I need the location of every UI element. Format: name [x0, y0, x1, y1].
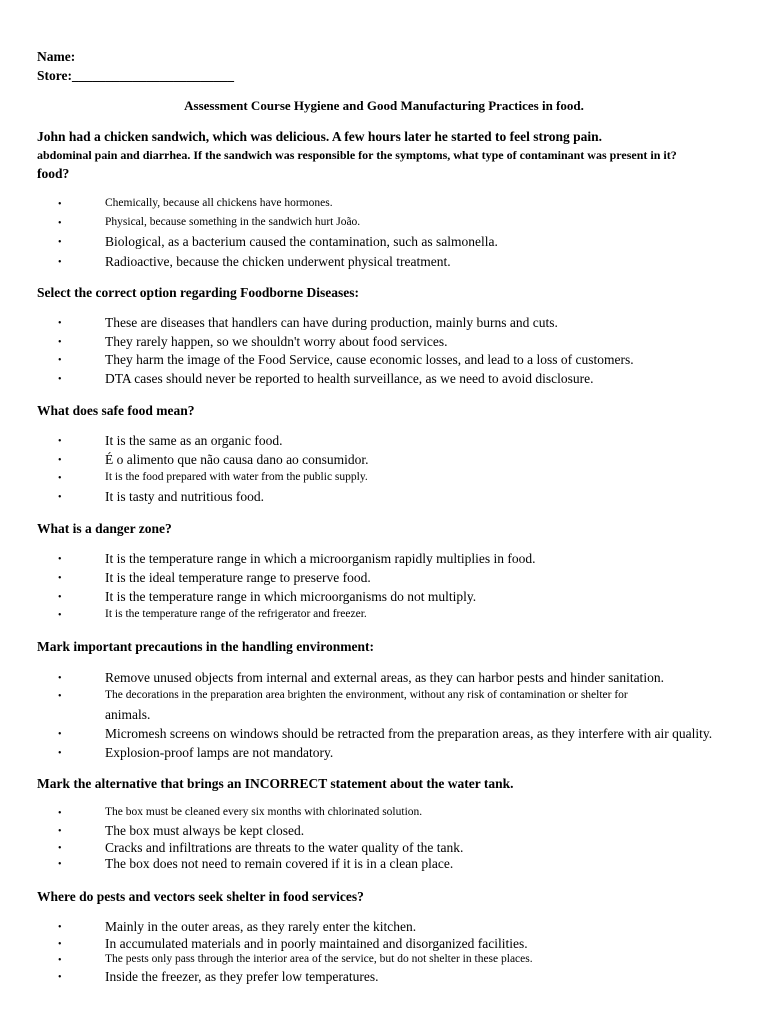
- bullet-icon: •: [58, 748, 62, 759]
- option-text: The box does not need to remain covered if it is in a clean place.: [105, 856, 454, 871]
- question-4-option: [0, 552, 768, 568]
- name-label: Name:: [37, 49, 76, 64]
- bullet-icon: •: [58, 691, 62, 702]
- question-4-option: [0, 571, 768, 587]
- question-4-option: [0, 590, 768, 606]
- option-text: The box must always be kept closed.: [105, 823, 305, 838]
- assessment-title: Assessment Course Hygiene and Good Manufacturing Practices in food.: [184, 98, 584, 113]
- bullet-icon: •: [58, 237, 62, 248]
- bullet-icon: •: [58, 455, 62, 466]
- question-5-option: [0, 671, 768, 687]
- question-2-option: [0, 335, 768, 351]
- option-text: These are diseases that handlers can have during production, mainly burns and cuts.: [105, 315, 558, 330]
- question-7-option: [0, 920, 768, 936]
- option-text: It is the food prepared with water from the public supply.: [105, 471, 368, 483]
- bullet-icon: •: [58, 610, 62, 621]
- option-text: Explosion-proof lamps are not mandatory.: [105, 745, 334, 760]
- option-text: It is the ideal temperature range to preserve food.: [105, 570, 371, 585]
- option-text: É o alimento que não causa dano ao consumidor.: [105, 452, 369, 467]
- bullet-icon: •: [58, 808, 62, 819]
- question-6: Mark the alternative that brings an INCORRECT statement about the water tank.: [37, 776, 514, 791]
- question-6-option: [0, 824, 768, 840]
- bullet-icon: •: [58, 673, 62, 684]
- question-3-option: [0, 453, 768, 469]
- question-1-line-2: abdominal pain and diarrhea. If the sandwich was responsible for the symptoms, what type of contaminant was present in it?: [37, 148, 677, 162]
- option-text: Inside the freezer, as they prefer low temperatures.: [105, 969, 379, 984]
- question-2-option: [0, 372, 768, 388]
- option-text: Radioactive, because the chicken underwent physical treatment.: [105, 254, 451, 269]
- question-7-option: [0, 970, 768, 986]
- option-text: Biological, as a bacterium caused the contamination, such as salmonella.: [105, 234, 498, 249]
- bullet-icon: •: [58, 592, 62, 603]
- question-3: What does safe food mean?: [37, 403, 195, 418]
- option-text: Remove unused objects from internal and external areas, as they can harbor pests and hinder sanitation.: [105, 670, 664, 685]
- bullet-icon: •: [58, 972, 62, 983]
- question-7-option: [0, 954, 768, 970]
- option-text: The pests only pass through the interior area of the service, but do not shelter in these places.: [105, 953, 533, 965]
- option-text: animals.: [105, 707, 151, 722]
- bullet-icon: •: [58, 492, 62, 503]
- question-1-option: [0, 217, 768, 233]
- bullet-icon: •: [58, 318, 62, 329]
- bullet-icon: •: [58, 729, 62, 740]
- option-text: The box must be cleaned every six months with chlorinated solution.: [105, 806, 423, 818]
- question-4: What is a danger zone?: [37, 521, 172, 536]
- option-text: Micromesh screens on windows should be retracted from the preparation areas, as they interfere with air quality.: [105, 726, 713, 741]
- bullet-icon: •: [58, 257, 62, 268]
- bullet-icon: •: [58, 374, 62, 385]
- question-2: Select the correct option regarding Foodborne Diseases:: [37, 285, 359, 300]
- option-text: It is tasty and nutritious food.: [105, 489, 264, 504]
- bullet-icon: •: [58, 199, 62, 210]
- bullet-icon: •: [58, 218, 62, 229]
- question-1-line-3: food?: [37, 166, 70, 181]
- question-5-option: [0, 727, 768, 743]
- question-1-line-1: John had a chicken sandwich, which was delicious. A few hours later he started to feel strong pain.: [37, 129, 603, 144]
- bullet-icon: •: [58, 436, 62, 447]
- bullet-icon: •: [58, 859, 62, 870]
- bullet-icon: •: [58, 955, 62, 966]
- question-5-option: [0, 746, 768, 762]
- question-4-option: [0, 609, 768, 625]
- option-text: They rarely happen, so we shouldn't worry about food services.: [105, 334, 448, 349]
- bullet-icon: •: [58, 473, 62, 484]
- question-7-option: [0, 937, 768, 953]
- question-6-option: [0, 841, 768, 857]
- option-text: Cracks and infiltrations are threats to the water quality of the tank.: [105, 840, 464, 855]
- option-text: It is the same as an organic food.: [105, 433, 283, 448]
- option-text: They harm the image of the Food Service, cause economic losses, and lead to a loss of customers.: [105, 352, 634, 367]
- question-2-option: [0, 316, 768, 332]
- option-text: It is the temperature range in which a microorganism rapidly multiplies in food.: [105, 551, 536, 566]
- question-6-option: [0, 807, 768, 823]
- bullet-icon: •: [58, 939, 62, 950]
- bullet-icon: •: [58, 573, 62, 584]
- question-5-option: [0, 690, 768, 706]
- option-text: The decorations in the preparation area brighten the environment, without any risk of contamination or shelter for: [105, 689, 628, 701]
- question-1-option: [0, 235, 768, 251]
- question-5: Mark important precautions in the handling environment:: [37, 639, 375, 654]
- bullet-icon: •: [58, 843, 62, 854]
- store-label: Store:________________________: [37, 68, 234, 83]
- option-text: In accumulated materials and in poorly maintained and disorganized facilities.: [105, 936, 528, 951]
- option-text: Physical, because something in the sandwich hurt João.: [105, 216, 361, 228]
- question-3-option: [0, 472, 768, 488]
- question-1-option: [0, 255, 768, 271]
- option-text: It is the temperature range of the refrigerator and freezer.: [105, 608, 367, 620]
- option-text: It is the temperature range in which microorganisms do not multiply.: [105, 589, 477, 604]
- bullet-icon: •: [58, 337, 62, 348]
- question-2-option: [0, 353, 768, 369]
- question-5-option-continuation: [0, 708, 768, 724]
- bullet-icon: •: [58, 826, 62, 837]
- question-7: Where do pests and vectors seek shelter in food services?: [37, 889, 364, 904]
- option-text: Mainly in the outer areas, as they rarely enter the kitchen.: [105, 919, 417, 934]
- option-text: DTA cases should never be reported to health surveillance, as we need to avoid disclosure.: [105, 371, 594, 386]
- question-6-option: [0, 857, 768, 873]
- bullet-icon: •: [58, 922, 62, 933]
- question-1-option: [0, 198, 768, 214]
- question-3-option: [0, 490, 768, 506]
- bullet-icon: •: [58, 554, 62, 565]
- bullet-icon: •: [58, 355, 62, 366]
- option-text: Chemically, because all chickens have hormones.: [105, 197, 333, 209]
- question-3-option: [0, 434, 768, 450]
